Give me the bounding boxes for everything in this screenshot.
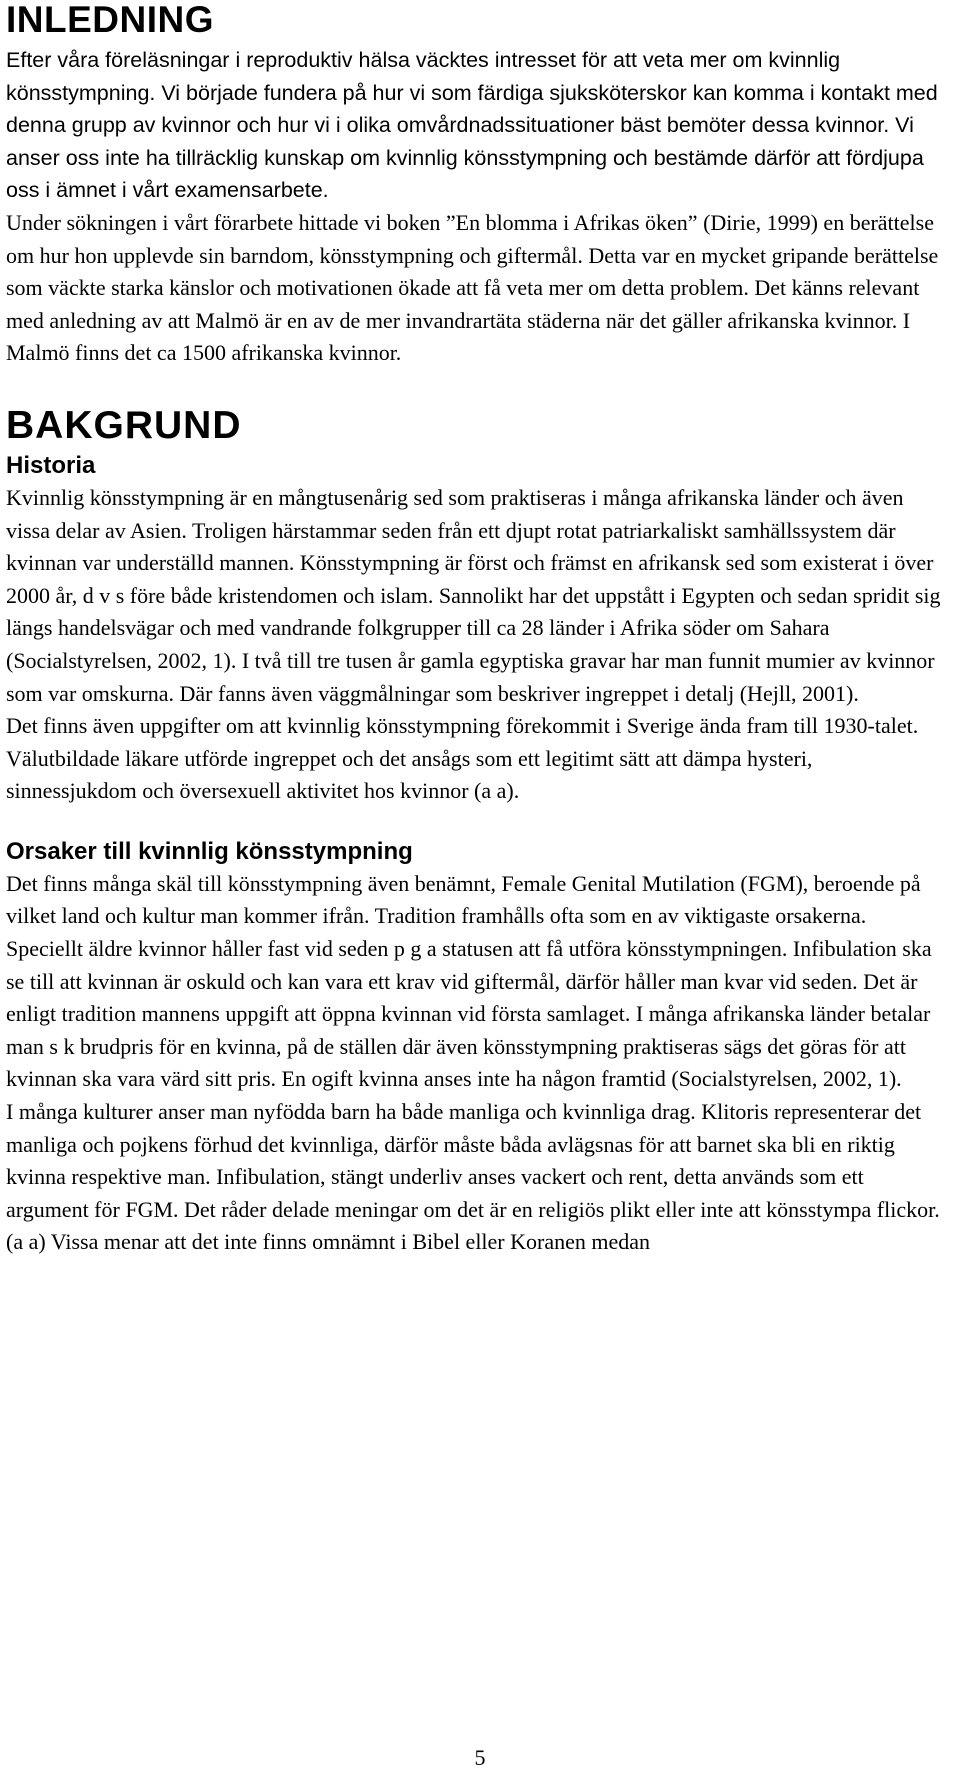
section-heading-bakgrund: BAKGRUND [6,403,242,447]
intro-paragraph-1: Efter våra föreläsningar i reproduktiv hälsa väcktes intresset för att veta mer om kvinnlig könsstympning. Vi började fundera på hur vi som färdiga sjuksköterskor kan komma i kontakt med denna grupp av kvinnor och hur vi i olika omvårdnadssituationer bäst bemöter dessa kvinnor. Vi anser oss inte ha tillräcklig kunskap om kvinnlig könsstympning och bestämde därför att fördjupa oss i ämnet i vårt examensarbete. [6,48,938,203]
history-paragraph-1: Kvinnlig könsstympning är en mångtusenårig sed som praktiseras i många afrikanska länder och även vissa delar av Asien. Troligen härstammar seden från ett djupt rotat patriarkaliskt samhällssystem där kvinnan var underställd mannen. Könsstympning är först och främst en afrikansk sed som existerat i över 2000 år, d v s före både kristendomen och islam. Sannolikt har det uppstått i Egypten och sedan spridit sig längs handelsvägar och med vandrande folkgrupper till ca 28 länder i Afrika söder om Sahara (Socialstyrelsen, 2002, 1). I två till tre tusen år gamla egyptiska gravar har man funnit mumier av kvinnor som var omskurna. Där fanns även väggmålningar som beskriver ingreppet i detalj (Hejll, 2001). [6,484,941,706]
subheading-orsaker: Orsaker till kvinnlig könsstympning [6,837,413,865]
document-page [6,0,946,1259]
intro-paragraph-2: Under sökningen i vårt förarbete hittade vi boken ”En blomma i Afrikas öken” (Dirie, 1999) en berättelse om hur hon upplevde sin barndom, könsstympning och giftermål. Detta var en mycket gripande berättelse som väckte starka känslor och motivationen ökade att få veta mer om detta problem. Det känns relevant med anledning av att Malmö är en av de mer invandrartäta städerna när det gäller afrikanska kvinnor. I Malmö finns det ca 1500 afrikanska kvinnor. [6,209,939,366]
subheading-historia: Historia [6,451,96,479]
history-paragraph-2: Det finns även uppgifter om att kvinnlig könsstympning förekommit i Sverige ända fram till 1930-talet. Välutbildade läkare utförde ingreppet och det ansågs som ett legitimt sätt att dämpa hysteri, sinnessjukdom och översexuell aktivitet hos kvinnor (a a). [6,713,919,804]
causes-paragraph-2: I många kulturer anser man nyfödda barn ha både manliga och kvinnliga drag. Klitoris representerar det manliga och pojkens förhud det kvinnliga, därför måste båda avlägsnas för att barnet ska bli en riktig kvinna respektive man. Infibulation, stängt underliv anses vackert och rent, detta används som ett argument för FGM. Det råder delade meningar om det är en religiös plikt eller inte att könsstympa flickor. (a a) Vissa menar att det inte finns omnämnt i Bibel eller Koranen medan [6,1099,940,1255]
page-number: 5 [474,1745,486,1770]
causes-paragraph-1: Det finns många skäl till könsstympning även benämnt, Female Genital Mutilation (FGM), beroende på vilket land och kultur man kommer ifrån. Tradition framhålls ofta som en av viktigaste orsakerna. Speciellt äldre kvinnor håller fast vid seden p g a statusen att få utföra könsstympningen. Infibulation ska se till att kvinnan är oskuld och kan vara ett krav vid giftermål, därför håller man kvar vid seden. Det är enligt tradition mannens uppgift att öppna kvinnan vid första samlaget. I många afrikanska länder betalar man s k brudpris för en kvinna, på de ställen där även könsstympning praktiseras sägs det göras för att kvinnan ska vara värd sitt pris. En ogift kvinna anses inte ha någon framtid (Socialstyrelsen, 2002, 1). [6,870,932,1092]
section-heading-inledning: INLEDNING [6,0,214,40]
